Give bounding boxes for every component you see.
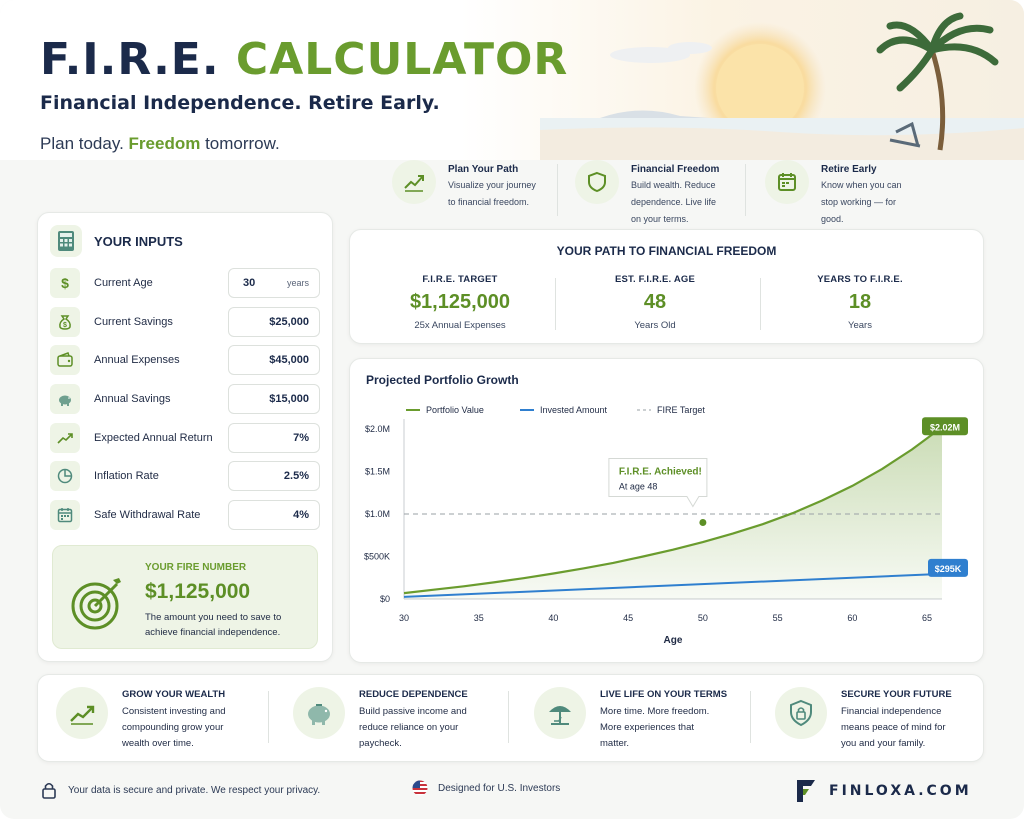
input-label: Safe Withdrawal Rate — [94, 509, 201, 521]
svg-text:$: $ — [61, 275, 69, 291]
portfolio-end-label: $2.02M — [929, 422, 961, 433]
trend-up-icon — [392, 160, 436, 204]
divider — [750, 691, 751, 743]
feature-desc-line: to financial freedom. — [448, 197, 530, 207]
x-tick-label: 55 — [772, 613, 783, 623]
fire-achieved-point — [699, 519, 706, 526]
chart-title: Projected Portfolio Growth — [366, 373, 519, 387]
fire-number-box — [52, 545, 318, 649]
stat-label: F.I.R.E. TARGET — [422, 274, 498, 285]
benefit-desc-line: More experiences that — [600, 722, 694, 733]
stat-label: YEARS TO F.I.R.E. — [817, 274, 903, 285]
stat-value: 18 — [848, 291, 872, 313]
privacy-text: Your data is secure and private. We respect your privacy. — [68, 784, 321, 796]
calendar-icon — [50, 500, 80, 530]
wallet-icon — [50, 345, 80, 375]
x-axis-label: Age — [663, 635, 683, 646]
input-label: Current Age — [94, 277, 153, 289]
x-tick-label: 40 — [548, 613, 559, 623]
stat-label: EST. F.I.R.E. AGE — [614, 274, 696, 285]
us-investors-note — [412, 780, 560, 796]
benefit-desc-line: wealth over time. — [122, 738, 194, 749]
divider — [268, 691, 269, 743]
tagline — [40, 134, 280, 154]
annual-expenses-input[interactable]: $45,000 — [228, 345, 320, 375]
us-flag-icon — [412, 780, 428, 796]
shield-lock-icon — [775, 687, 827, 739]
target-icon — [69, 574, 127, 632]
benefit-desc-line: compounding grow your — [122, 722, 224, 733]
x-tick-label: 60 — [847, 613, 858, 623]
feature-desc-line: Build wealth. Reduce — [631, 180, 716, 190]
benefit-title: GROW YOUR WEALTH — [122, 689, 226, 700]
pie-icon — [50, 461, 80, 491]
summary-heading: YOUR PATH TO FINANCIAL FREEDOM — [556, 244, 777, 258]
benefit-live-life — [534, 687, 727, 752]
benefit-desc-line: Consistent investing and — [122, 706, 226, 717]
benefits-strip — [37, 674, 984, 762]
inputs-header — [50, 225, 183, 257]
feature-desc-line: Know when you can — [821, 180, 902, 190]
calendar-icon — [765, 160, 809, 204]
input-label: Expected Annual Return — [94, 432, 213, 444]
stat-value: 48 — [643, 291, 667, 313]
feature-desc-line: on your terms. — [631, 214, 689, 224]
title-part-1: F.I.R.E. — [40, 34, 220, 85]
chart-card — [349, 358, 984, 663]
feature-desc-line: good. — [821, 214, 844, 224]
shield-icon — [575, 160, 619, 204]
input-row-inflation-rate — [50, 460, 322, 492]
feature-desc-line: stop working — for — [821, 197, 897, 207]
benefit-desc-line: you and your family. — [841, 738, 926, 749]
piggy-bank-icon — [293, 687, 345, 739]
benefit-desc-line: Financial independence — [841, 706, 942, 717]
fire-number-label: YOUR FIRE NUMBER — [145, 562, 247, 573]
x-tick-label: 45 — [623, 613, 634, 623]
divider — [557, 164, 558, 216]
x-tick-label: 50 — [697, 613, 708, 623]
benefit-desc-line: matter. — [600, 738, 630, 749]
benefit-desc-line: reduce reliance on your — [359, 722, 459, 733]
input-label: Annual Expenses — [94, 354, 180, 366]
svg-text:$: $ — [63, 322, 67, 329]
feature-retire-early — [765, 160, 902, 222]
callout-title: F.I.R.E. Achieved! — [618, 466, 702, 478]
calculator-icon — [50, 225, 82, 257]
benefit-reduce-dependence — [293, 687, 468, 752]
current-savings-input[interactable]: $25,000 — [228, 307, 320, 337]
tagline-part-2: Freedom — [128, 134, 201, 153]
inputs-panel — [37, 212, 333, 662]
input-row-current-savings — [50, 306, 322, 338]
divider — [508, 691, 509, 743]
legend-label-invested: Invested Amount — [540, 405, 608, 415]
stat-sub: Years — [848, 320, 872, 331]
benefit-title: SECURE YOUR FUTURE — [841, 689, 952, 700]
summary-card — [349, 229, 984, 344]
benefit-title: LIVE LIFE ON YOUR TERMS — [600, 689, 728, 700]
expected-return-input[interactable]: 7% — [228, 423, 320, 453]
finloxa-logo-icon — [795, 778, 817, 804]
trend-up-icon — [56, 687, 108, 739]
input-row-annual-expenses — [50, 344, 322, 376]
beach-umbrella-icon — [534, 687, 586, 739]
portfolio-area — [404, 427, 942, 599]
input-label: Current Savings — [94, 316, 173, 328]
y-tick-label: $500K — [363, 551, 390, 562]
x-tick-label: 65 — [922, 613, 933, 623]
piggy-bank-icon — [50, 384, 80, 414]
input-row-withdrawal-rate — [50, 499, 322, 531]
feature-financial-freedom — [575, 160, 719, 222]
title-part-2: CALCULATOR — [235, 34, 569, 85]
stat-sub: 25x Annual Expenses — [414, 320, 506, 331]
input-row-current-age — [50, 267, 322, 299]
input-label: Annual Savings — [94, 393, 171, 405]
fire-number-desc: The amount you need to save to achieve financial independence. — [145, 612, 282, 638]
tagline-part-1: Plan today. — [40, 134, 124, 153]
legend-label-fire-target: FIRE Target — [657, 405, 705, 415]
brand-logo[interactable] — [795, 778, 972, 804]
stat-years-to-fire — [760, 274, 960, 331]
fire-number-value: $1,125,000 — [145, 580, 251, 603]
input-row-expected-return — [50, 422, 322, 454]
callout-text: At age 48 — [618, 481, 658, 492]
inputs-heading: YOUR INPUTS — [94, 233, 183, 249]
privacy-note — [40, 780, 320, 800]
withdrawal-rate-input[interactable]: 4% — [228, 500, 320, 530]
feature-title: Financial Freedom — [631, 164, 720, 175]
benefit-desc-line: means peace of mind for — [841, 722, 946, 733]
x-tick-label: 35 — [473, 613, 484, 623]
lock-icon — [40, 780, 58, 800]
input-value: 30 — [243, 277, 256, 289]
portfolio-chart — [350, 359, 985, 664]
benefit-desc-line: Build passive income and — [359, 706, 467, 717]
us-investors-text: Designed for U.S. Investors — [438, 782, 561, 794]
inflation-rate-input[interactable]: 2.5% — [228, 461, 320, 491]
tagline-part-3: tomorrow. — [205, 134, 280, 153]
current-age-input[interactable] — [228, 268, 320, 298]
stat-fire-target — [360, 274, 560, 331]
annual-savings-input[interactable]: $15,000 — [228, 384, 320, 414]
legend-label-portfolio: Portfolio Value — [426, 405, 484, 415]
divider — [745, 164, 746, 216]
invested-end-label: $295K — [934, 563, 962, 574]
y-tick-label: $2.0M — [364, 424, 390, 434]
benefit-desc-line: paycheck. — [359, 738, 402, 749]
feature-desc-line: dependence. Live life — [631, 197, 717, 207]
feature-title: Retire Early — [821, 164, 877, 175]
y-tick-label: $0 — [379, 594, 390, 604]
beach-illustration — [540, 0, 1024, 160]
dollar-icon — [50, 268, 80, 298]
feature-title: Plan Your Path — [448, 164, 519, 175]
page-title — [40, 34, 568, 85]
benefit-title: REDUCE DEPENDENCE — [359, 689, 468, 700]
money-bag-icon — [50, 307, 80, 337]
feature-desc-line: Visualize your journey — [448, 180, 536, 190]
benefit-secure-future — [775, 687, 952, 752]
feature-plan-your-path — [392, 160, 536, 222]
input-label: Inflation Rate — [94, 470, 159, 482]
benefit-grow-wealth — [56, 687, 226, 752]
input-unit: years — [286, 278, 309, 288]
input-row-annual-savings — [50, 383, 322, 415]
y-tick-label: $1.0M — [364, 509, 390, 519]
page-subtitle: Financial Independence. Retire Early. — [40, 92, 440, 114]
y-tick-label: $1.5M — [364, 466, 390, 477]
brand-name: FINLOXA.COM — [829, 783, 972, 799]
x-tick-label: 30 — [398, 613, 410, 623]
stat-value: $1,125,000 — [409, 291, 511, 313]
stat-sub: Years Old — [634, 320, 676, 331]
benefit-desc-line: More time. More freedom. — [600, 706, 710, 717]
trend-up-icon — [50, 423, 80, 453]
stat-fire-age — [555, 274, 755, 331]
